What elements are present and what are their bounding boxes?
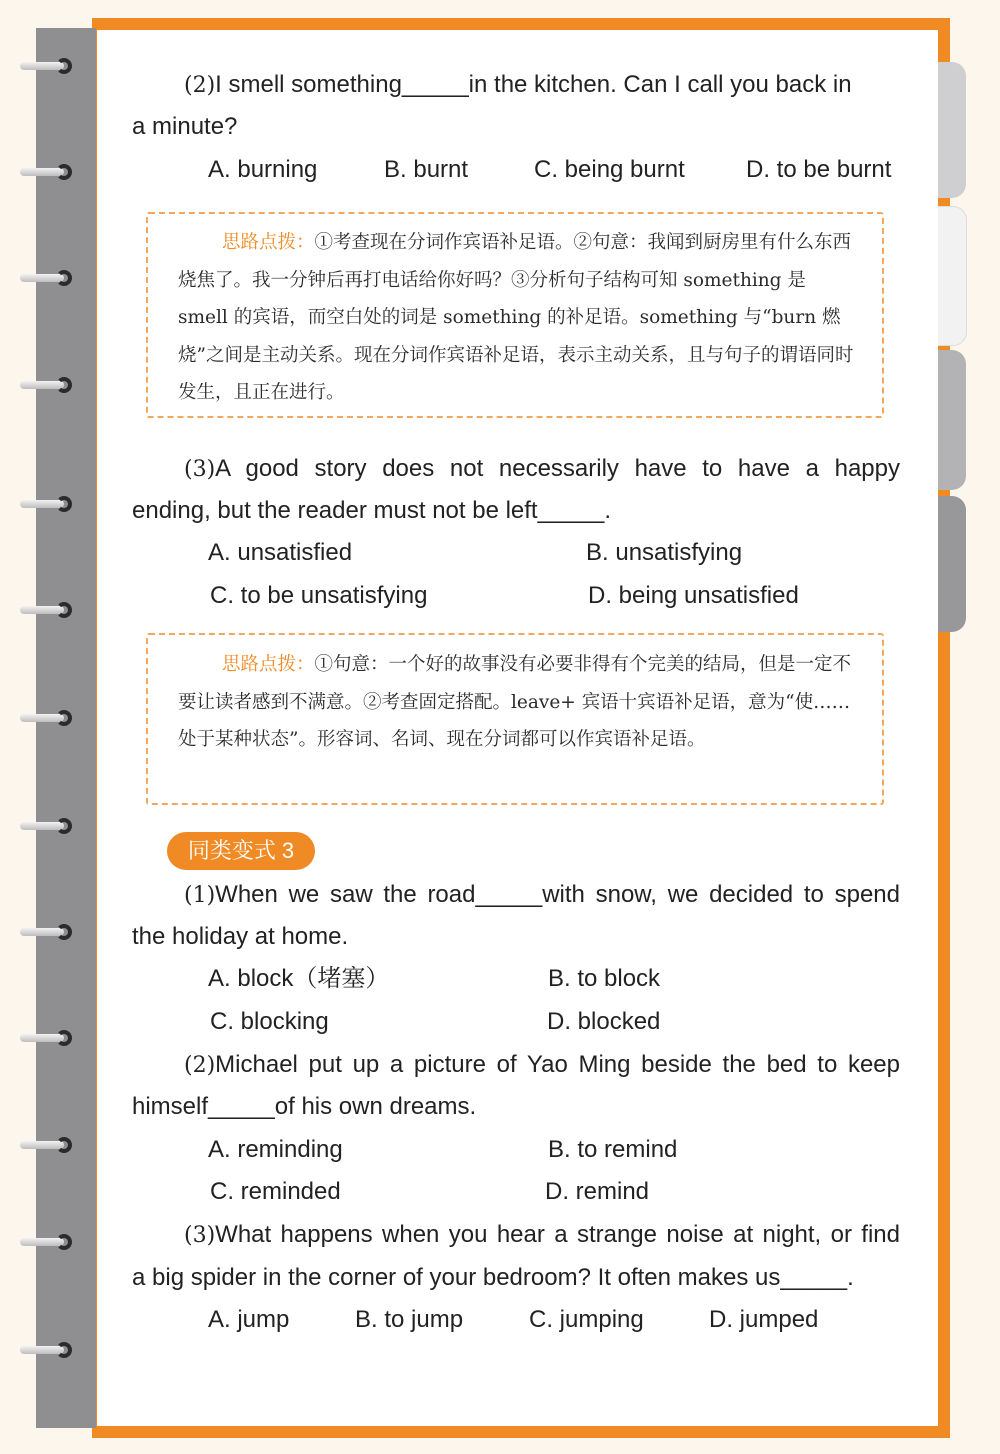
binder-ring xyxy=(20,602,74,618)
option: B. to block xyxy=(548,965,661,992)
option: D. being unsatisfied xyxy=(588,582,799,609)
binder-ring xyxy=(20,270,74,286)
question-number: (3) xyxy=(184,1223,216,1248)
question-number: (1) xyxy=(184,883,216,908)
question-line: (3)What happens when you hear a strange noise at night, or find xyxy=(184,1221,900,1248)
binder-ring xyxy=(20,164,74,180)
option: D. remind xyxy=(545,1178,650,1205)
option: C. being burnt xyxy=(534,156,685,183)
question-line: a big spider in the corner of your bedroom? It often makes us_____. xyxy=(132,1264,854,1291)
hint-text: 思路点拨：①考查现在分词作宾语补足语。②句意：我闻到厨房里有什么东西烧焦了。我一分钟后再打电话给你好吗？③分析句子结构可知 something 是 smell 的宾语，而空白处的词是 something 的补足语。something 与“burn 燃烧”之间是主动关系。现在分词作宾语补足语，表示主动关系，且与句子的谓语同时发生，且正在进行。 xyxy=(178,232,854,403)
index-tab xyxy=(938,496,966,632)
binder-spine xyxy=(36,28,96,1428)
question-line: (1)When we saw the road_____with snow, we decided to spend xyxy=(184,881,900,908)
answer-blank: _____ xyxy=(401,71,469,98)
binder-ring xyxy=(20,710,74,726)
option: B. to jump xyxy=(355,1306,464,1333)
option: C. blocking xyxy=(210,1008,329,1035)
binder-ring xyxy=(20,58,74,74)
question-line: himself_____of his own dreams. xyxy=(132,1093,477,1120)
binder-ring xyxy=(20,377,74,393)
binder-ring xyxy=(20,924,74,940)
question-number: (2) xyxy=(184,73,216,98)
question-number: (3) xyxy=(184,457,216,482)
binder-ring xyxy=(20,818,74,834)
question-line: the holiday at home. xyxy=(132,923,349,950)
option: C. jumping xyxy=(529,1306,644,1333)
option: A. unsatisfied xyxy=(208,539,353,566)
option: D. jumped xyxy=(709,1306,819,1333)
question-number: (2) xyxy=(184,1053,216,1078)
option: B. unsatisfying xyxy=(586,539,743,566)
option: A. burning xyxy=(208,156,318,183)
option: B. burnt xyxy=(384,156,469,183)
index-tab xyxy=(938,62,966,198)
binder-ring xyxy=(20,1030,74,1046)
binder-ring xyxy=(20,1234,74,1250)
question-line: a minute? xyxy=(132,113,238,140)
question-line: ending, but the reader must not be left_____. xyxy=(132,497,612,524)
option: A. reminding xyxy=(208,1136,343,1163)
option: D. to be burnt xyxy=(746,156,892,183)
hint-text: 思路点拨：①句意：一个好的故事没有必要非得有个完美的结局，但是一定不要让读者感到不满意。②考查固定搭配。leave+ 宾语十宾语补足语，意为“使……处于某种状态”。形容词、名词、现在分词都可以作宾语补足语。 xyxy=(178,654,852,750)
section-badge: 同类变式 3 xyxy=(167,832,315,870)
option: A. block（堵塞） xyxy=(208,965,390,992)
option: D. blocked xyxy=(547,1008,661,1035)
index-tab xyxy=(938,206,967,346)
binder-ring xyxy=(20,1137,74,1153)
option: A. jump xyxy=(208,1306,290,1333)
option: C. reminded xyxy=(210,1178,341,1205)
question-line: (3)A good story does not necessarily have to have a happy xyxy=(184,455,900,482)
hint-box xyxy=(146,212,884,418)
question-line: (2)I smell something_____in the kitchen. Can I call you back in xyxy=(184,71,852,98)
binder-ring xyxy=(20,1342,74,1358)
hint-label: 思路点拨： xyxy=(222,232,315,253)
hint-box xyxy=(146,633,884,805)
index-tab xyxy=(938,350,966,490)
hint-label: 思路点拨： xyxy=(222,654,315,675)
question-line: (2)Michael put up a picture of Yao Ming beside the bed to keep xyxy=(184,1051,900,1078)
binder-ring xyxy=(20,496,74,512)
option: C. to be unsatisfying xyxy=(210,582,428,609)
option: B. to remind xyxy=(548,1136,678,1163)
